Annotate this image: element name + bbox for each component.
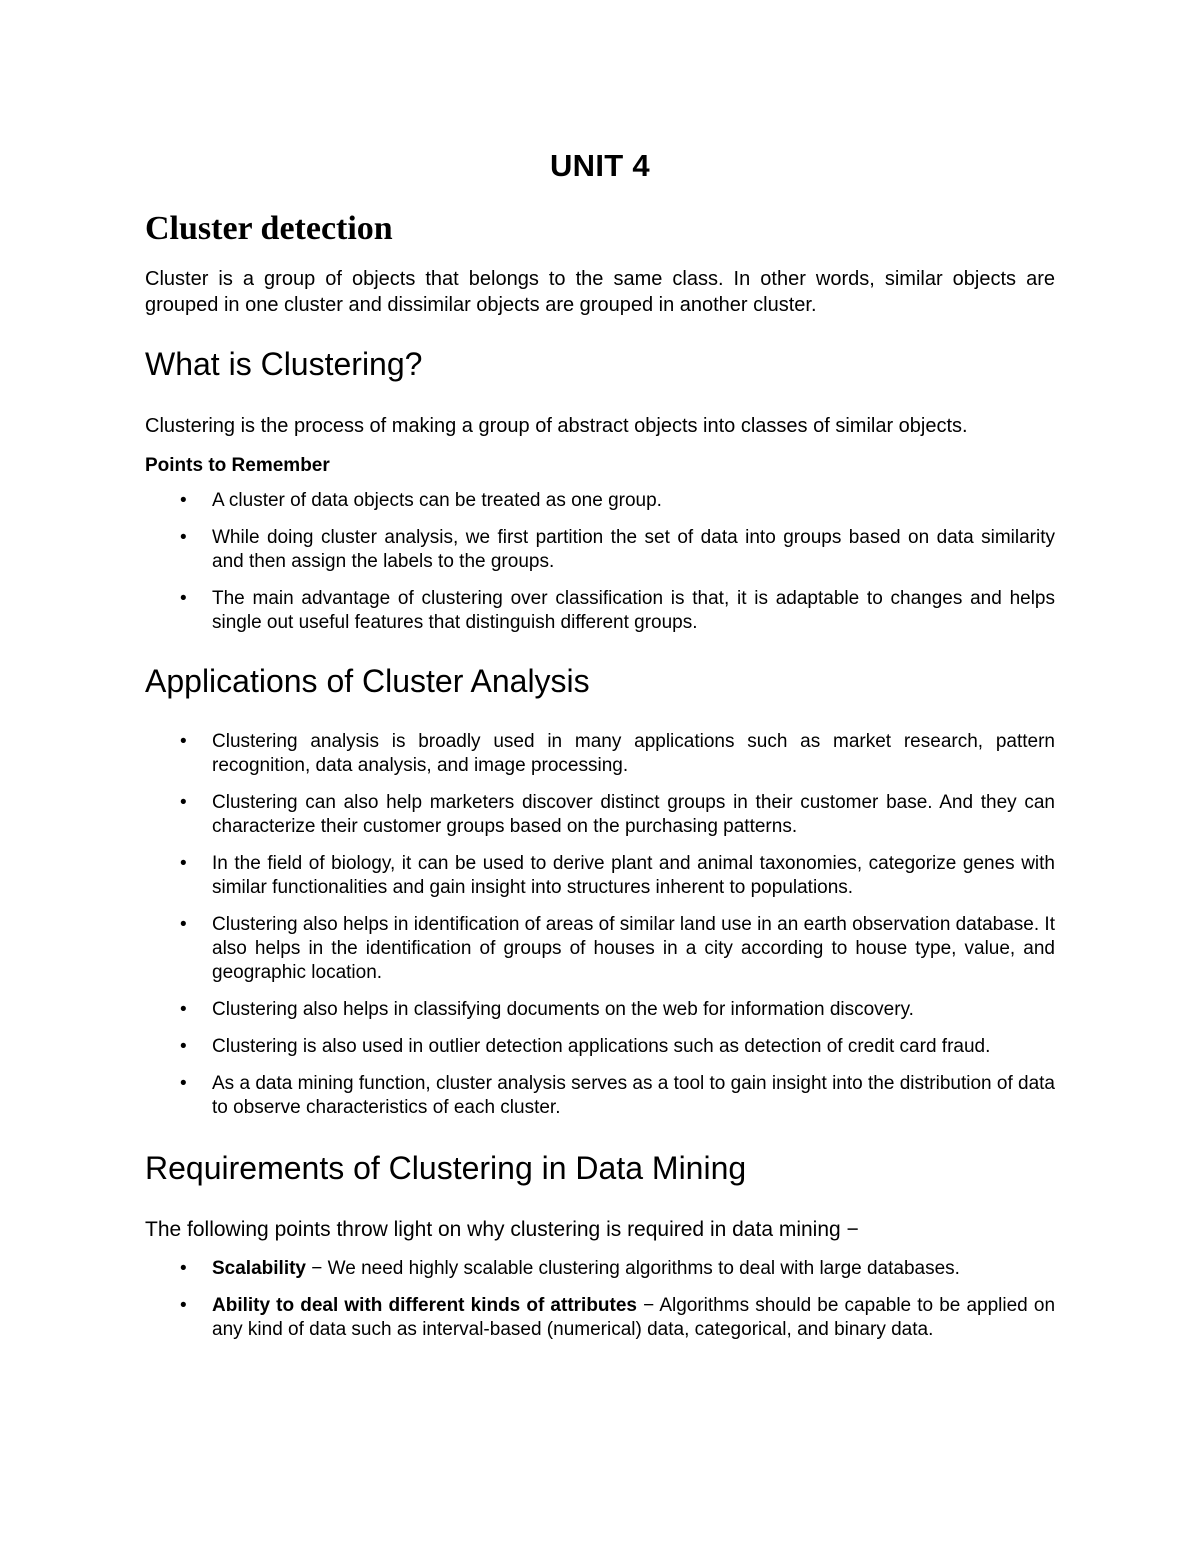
list-item-text: Clustering is also used in outlier detection applications such as detection of credit card fraud.: [212, 1036, 991, 1057]
list-item: [145, 526, 1055, 574]
list-item-text: In the field of biology, it can be used to derive plant and animal taxonomies, categorize genes with similar functionalities and gain insight into structures inherent to populations.: [212, 853, 1055, 898]
requirement-description: − We need highly scalable clustering algorithms to deal with large databases.: [306, 1258, 960, 1279]
bullet-icon: •: [180, 527, 187, 548]
list-item: [145, 1035, 1055, 1059]
unit-title: UNIT 4: [550, 148, 650, 183]
bullet-icon: •: [180, 853, 187, 874]
list-item: [145, 1257, 1055, 1281]
list-item-text: While doing cluster analysis, we first partition the set of data into groups based on data similarity and then assign the labels to the groups.: [212, 527, 1055, 572]
list-item: [145, 1294, 1055, 1342]
list-item: [145, 913, 1055, 985]
bullet-icon: •: [180, 490, 187, 511]
list-item: [145, 1072, 1055, 1120]
requirement-description: − Algorithms should be capable to be applied on any kind of data such as interval-based (numerical) data, categorical, and binary data.: [212, 1295, 1056, 1340]
requirements-list: [145, 1257, 1055, 1342]
list-item-text: The main advantage of clustering over classification is that, it is adaptable to changes and helps single out useful features that distinguish different groups.: [212, 588, 1055, 633]
applications-list: [145, 730, 1055, 1120]
requirements-lead-paragraph: The following points throw light on why clustering is required in data mining −: [145, 1218, 859, 1241]
list-item-text: As a data mining function, cluster analysis serves as a tool to gain insight into the distribution of data to observe characteristics of each cluster.: [212, 1073, 1055, 1118]
list-item: [145, 730, 1055, 778]
list-item: [145, 587, 1055, 635]
points-to-remember-heading: Points to Remember: [145, 455, 330, 476]
list-item-text: Clustering analysis is broadly used in many applications such as market research, pattern recognition, data analysis, and image processing.: [212, 731, 1055, 776]
list-item: [145, 852, 1055, 900]
list-item: [145, 489, 1055, 513]
bullet-icon: •: [180, 914, 187, 935]
bullet-icon: •: [180, 1258, 187, 1279]
bullet-icon: •: [180, 999, 187, 1020]
what-is-clustering-heading: What is Clustering?: [145, 346, 423, 382]
list-item: [145, 998, 1055, 1022]
cluster-detection-heading: Cluster detection: [145, 210, 393, 247]
list-item-text: Clustering also helps in classifying documents on the web for information discovery.: [212, 999, 914, 1020]
bullet-icon: •: [180, 731, 187, 752]
requirements-heading: Requirements of Clustering in Data Mining: [145, 1150, 747, 1186]
bullet-icon: •: [180, 1295, 187, 1316]
bullet-icon: •: [180, 588, 187, 609]
list-item: [145, 791, 1055, 839]
cluster-detection-paragraph: Cluster is a group of objects that belongs to the same class. In other words, similar objects are grouped in one cluster and dissimilar objects are grouped in another cluster.: [145, 268, 1055, 316]
requirement-term: Ability to deal with different kinds of attributes: [212, 1295, 638, 1316]
list-item-text: Clustering also helps in identification of areas of similar land use in an earth observation database. It also helps in the identification of groups of houses in a city according to house type, value, and geographic location.: [212, 914, 1055, 983]
list-item-text: A cluster of data objects can be treated as one group.: [212, 490, 662, 511]
bullet-icon: •: [180, 1036, 187, 1057]
bullet-icon: •: [180, 792, 187, 813]
page-content: [145, 148, 1055, 1355]
requirement-term: Scalability: [212, 1258, 306, 1279]
applications-heading: Applications of Cluster Analysis: [145, 663, 590, 699]
points-to-remember-list: [145, 489, 1055, 635]
clustering-definition-paragraph: Clustering is the process of making a group of abstract objects into classes of similar objects.: [145, 415, 968, 437]
list-item-text: Clustering can also help marketers discover distinct groups in their customer base. And they can characterize their customer groups based on the purchasing patterns.: [212, 792, 1055, 837]
bullet-icon: •: [180, 1073, 187, 1094]
